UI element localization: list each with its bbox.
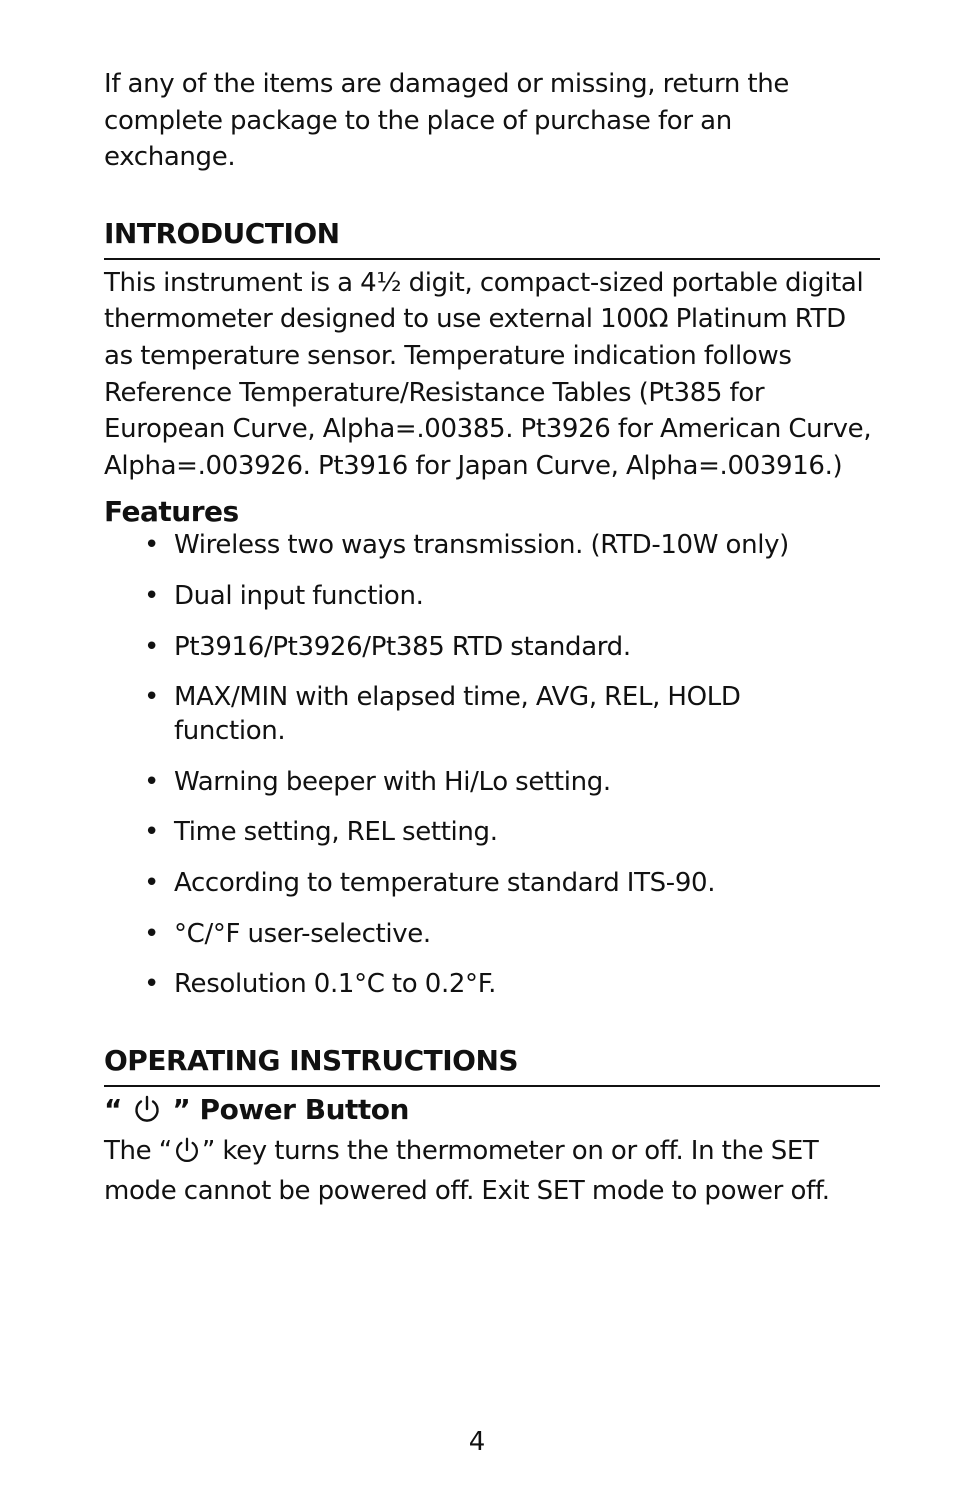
page-content xyxy=(104,66,880,1208)
bullet: • xyxy=(144,682,159,713)
page-number: 4 xyxy=(468,1427,486,1457)
feature-text: According to temperature standard ITS-90. xyxy=(174,867,716,898)
power-text-after: ” key turns the thermometer on or off. In the SET mode cannot be powered off. Exit SET mode to power off. xyxy=(104,1136,830,1207)
list-item xyxy=(144,967,880,1001)
feature-text: Pt3916/Pt3926/Pt385 RTD standard. xyxy=(174,631,631,662)
power-text-before: The “ xyxy=(104,1136,172,1167)
list-item xyxy=(144,528,880,562)
bullet: • xyxy=(144,530,159,561)
power-button-heading xyxy=(104,1092,880,1134)
feature-text: Wireless two ways transmission. (RTD-10W only) xyxy=(174,530,789,561)
list-item xyxy=(144,917,880,951)
bullet: • xyxy=(144,867,159,898)
feature-text: MAX/MIN with elapsed time, AVG, REL, HOLD function. xyxy=(174,682,741,747)
list-item xyxy=(144,579,880,613)
bullet: • xyxy=(144,918,159,949)
introduction-paragraph: This instrument is a 4½ digit, compact-sized portable digital thermometer designed to use external 100Ω Platinum RTD as temperature sensor. Temperature indication follows Reference Temperature/Resistance Tables (Pt385 for European Curve, Alpha=.00385. Pt3926 for American Curve, Alpha=.003926. Pt3916 for Japan Curve, Alpha=.003916.) xyxy=(104,267,872,481)
bullet: • xyxy=(144,580,159,611)
feature-text: Resolution 0.1°C to 0.2°F. xyxy=(174,969,497,1000)
open-quote: “ xyxy=(104,1093,122,1127)
list-item xyxy=(144,765,880,799)
features-list xyxy=(104,528,880,1001)
features-heading: Features xyxy=(104,495,239,529)
intro-note-paragraph: If any of the items are damaged or missing, return the complete package to the place of purchase for an exchange. xyxy=(104,69,790,173)
bullet: • xyxy=(144,766,159,797)
feature-text: Dual input function. xyxy=(174,580,424,611)
introduction-heading: INTRODUCTION xyxy=(104,216,880,260)
power-icon xyxy=(131,1093,163,1134)
power-button-paragraph xyxy=(104,1134,864,1208)
list-item xyxy=(144,680,794,748)
list-item xyxy=(144,630,880,664)
operating-instructions-heading: OPERATING INSTRUCTIONS xyxy=(104,1043,880,1087)
power-icon xyxy=(172,1135,202,1174)
bullet: • xyxy=(144,969,159,1000)
features-section xyxy=(104,496,880,1001)
list-item xyxy=(144,815,880,849)
power-button-title: ” Power Button xyxy=(172,1093,409,1127)
bullet: • xyxy=(144,817,159,848)
introduction-section xyxy=(104,216,880,485)
feature-text: Warning beeper with Hi/Lo setting. xyxy=(174,766,611,797)
list-item xyxy=(144,866,880,900)
operating-instructions-section xyxy=(104,1043,880,1208)
feature-text: °C/°F user-selective. xyxy=(174,918,431,949)
feature-text: Time setting, REL setting. xyxy=(174,817,498,848)
bullet: • xyxy=(144,631,159,662)
